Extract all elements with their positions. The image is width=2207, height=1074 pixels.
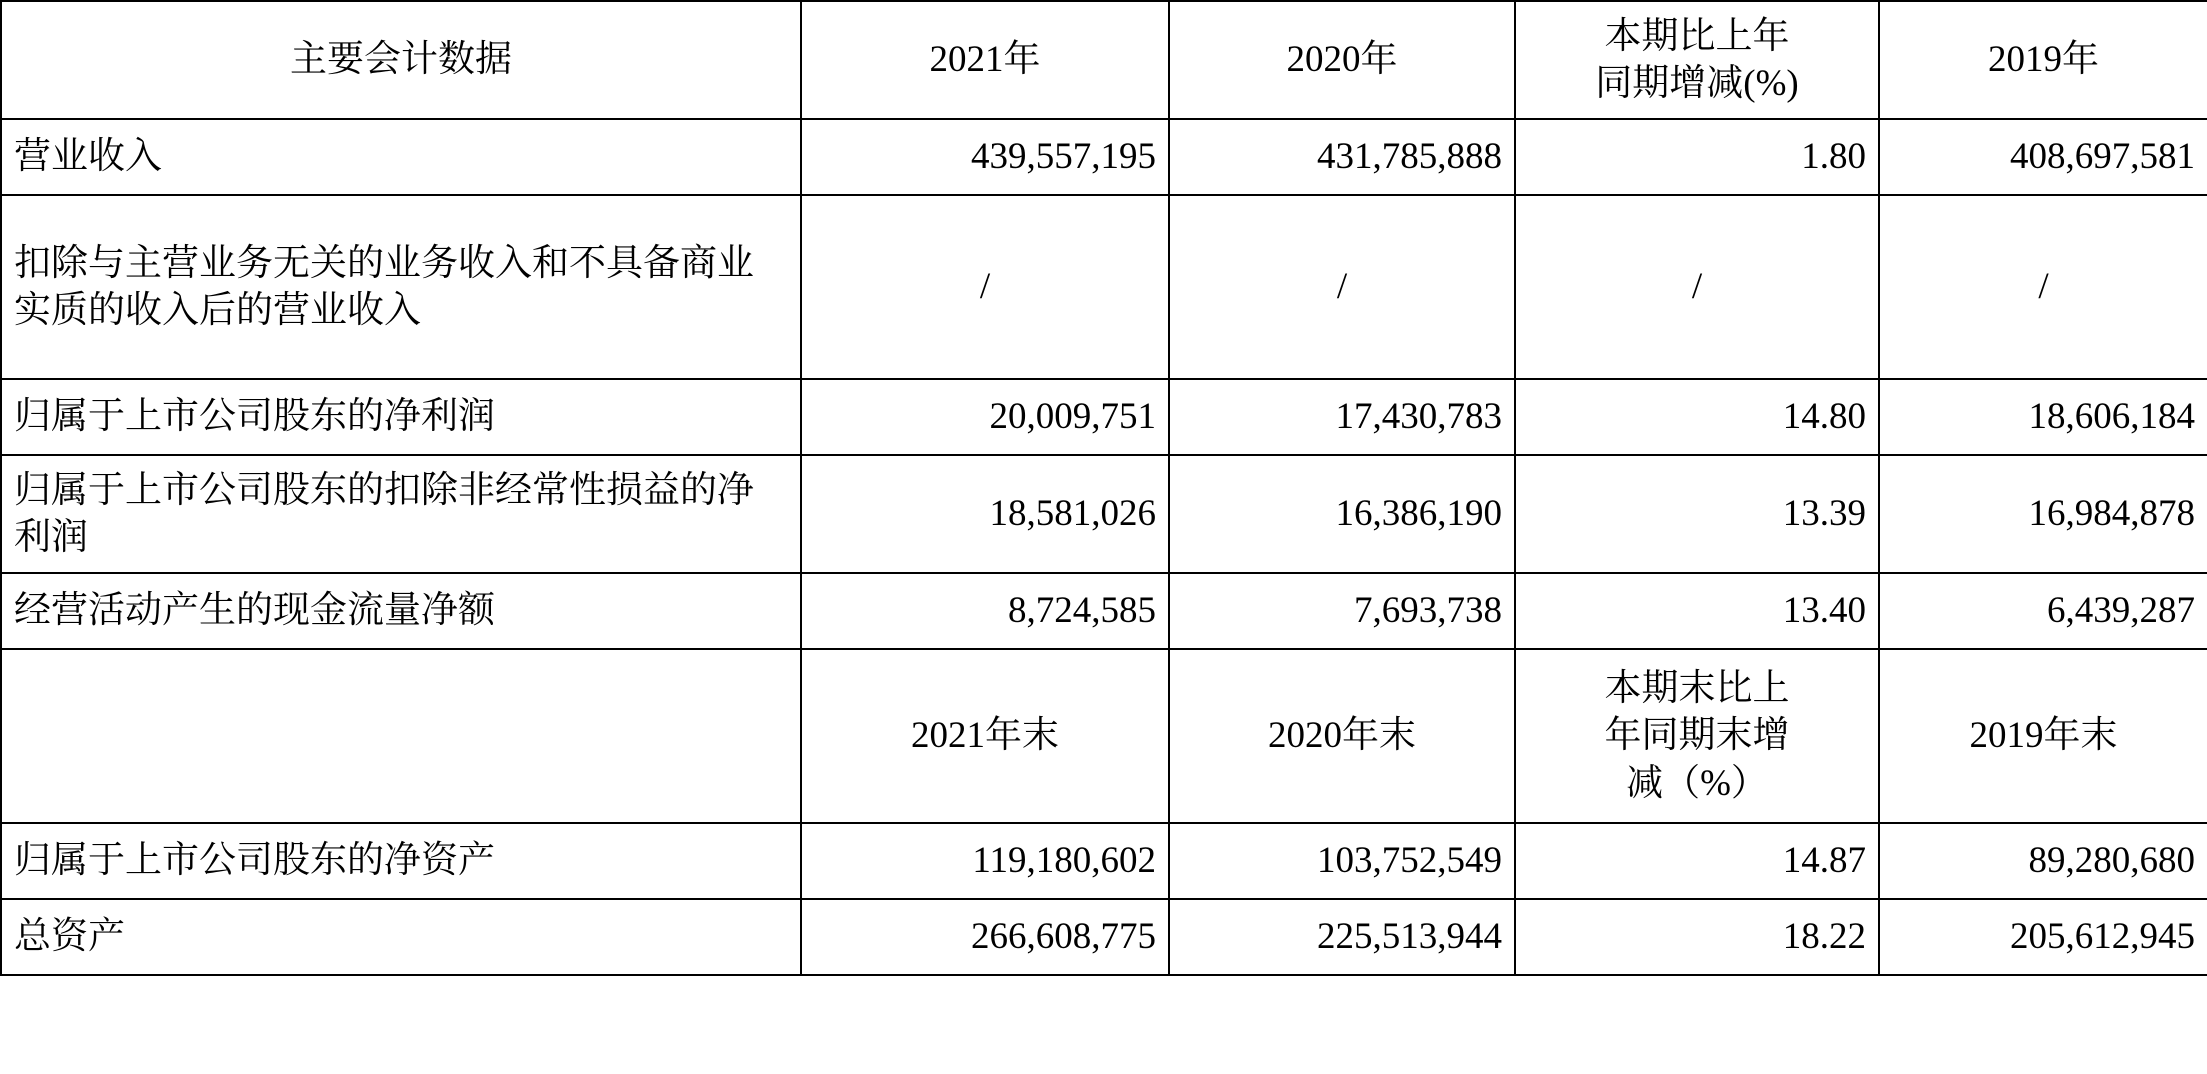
cell-net-profit-deducted-2019: 16,984,878	[1879, 455, 2207, 573]
cell-net-profit-2019: 18,606,184	[1879, 379, 2207, 455]
period-header-change-line2: 年同期末增	[1604, 715, 1790, 757]
cell-net-profit-deducted-2020: 16,386,190	[1169, 455, 1515, 573]
table-period-header-row	[1, 649, 2207, 823]
table-row	[1, 573, 2207, 649]
table-row	[1, 455, 2207, 573]
cell-adjusted-revenue-2021: /	[801, 195, 1169, 379]
row-label-adjusted-revenue: 扣除与主营业务无关的业务收入和不具备商业实质的收入后的营业收入	[1, 195, 801, 379]
cell-net-profit-change: 14.80	[1515, 379, 1879, 455]
row-label-operating-cashflow: 经营活动产生的现金流量净额	[1, 573, 801, 649]
header-cell-2019: 2019年	[1879, 1, 2207, 119]
row-label-net-profit: 归属于上市公司股东的净利润	[1, 379, 801, 455]
cell-total-assets-2019: 205,612,945	[1879, 899, 2207, 975]
cell-adjusted-revenue-2020: /	[1169, 195, 1515, 379]
cell-adjusted-revenue-2019: /	[1879, 195, 2207, 379]
cell-operating-cashflow-2019: 6,439,287	[1879, 573, 2207, 649]
cell-net-assets-change: 14.87	[1515, 823, 1879, 899]
cell-total-assets-2021: 266,608,775	[801, 899, 1169, 975]
table-row	[1, 823, 2207, 899]
row-label-revenue: 营业收入	[1, 119, 801, 195]
period-header-cell-change	[1515, 649, 1879, 823]
header-cell-2020: 2020年	[1169, 1, 1515, 119]
row-label-net-assets: 归属于上市公司股东的净资产	[1, 823, 801, 899]
cell-net-profit-deducted-change: 13.39	[1515, 455, 1879, 573]
cell-net-profit-2020: 17,430,783	[1169, 379, 1515, 455]
cell-operating-cashflow-2021: 8,724,585	[801, 573, 1169, 649]
cell-net-profit-2021: 20,009,751	[801, 379, 1169, 455]
row-label-net-profit-deducted: 归属于上市公司股东的扣除非经常性损益的净利润	[1, 455, 801, 573]
period-header-cell-2020: 2020年末	[1169, 649, 1515, 823]
cell-net-assets-2021: 119,180,602	[801, 823, 1169, 899]
header-cell-change	[1515, 1, 1879, 119]
cell-revenue-change: 1.80	[1515, 119, 1879, 195]
period-header-cell-empty	[1, 649, 801, 823]
cell-revenue-2021: 439,557,195	[801, 119, 1169, 195]
cell-net-assets-2020: 103,752,549	[1169, 823, 1515, 899]
cell-net-assets-2019: 89,280,680	[1879, 823, 2207, 899]
cell-revenue-2019: 408,697,581	[1879, 119, 2207, 195]
cell-total-assets-change: 18.22	[1515, 899, 1879, 975]
table-row	[1, 195, 2207, 379]
header-change-line1: 本期比上年	[1604, 15, 1790, 57]
row-label-total-assets: 总资产	[1, 899, 801, 975]
period-header-cell-2021: 2021年末	[801, 649, 1169, 823]
cell-net-profit-deducted-2021: 18,581,026	[801, 455, 1169, 573]
header-cell-main-label: 主要会计数据	[1, 1, 801, 119]
period-header-change-line3: 减（%）	[1626, 762, 1768, 804]
period-header-change-line1: 本期末比上	[1604, 667, 1790, 709]
cell-operating-cashflow-change: 13.40	[1515, 573, 1879, 649]
cell-total-assets-2020: 225,513,944	[1169, 899, 1515, 975]
period-header-cell-2019: 2019年末	[1879, 649, 2207, 823]
header-cell-2021: 2021年	[801, 1, 1169, 119]
table-row	[1, 379, 2207, 455]
table-row	[1, 899, 2207, 975]
header-change-line2: 同期增减(%)	[1595, 63, 1799, 104]
cell-operating-cashflow-2020: 7,693,738	[1169, 573, 1515, 649]
table-row	[1, 119, 2207, 195]
table-header-row	[1, 1, 2207, 119]
cell-revenue-2020: 431,785,888	[1169, 119, 1515, 195]
cell-adjusted-revenue-change: /	[1515, 195, 1879, 379]
